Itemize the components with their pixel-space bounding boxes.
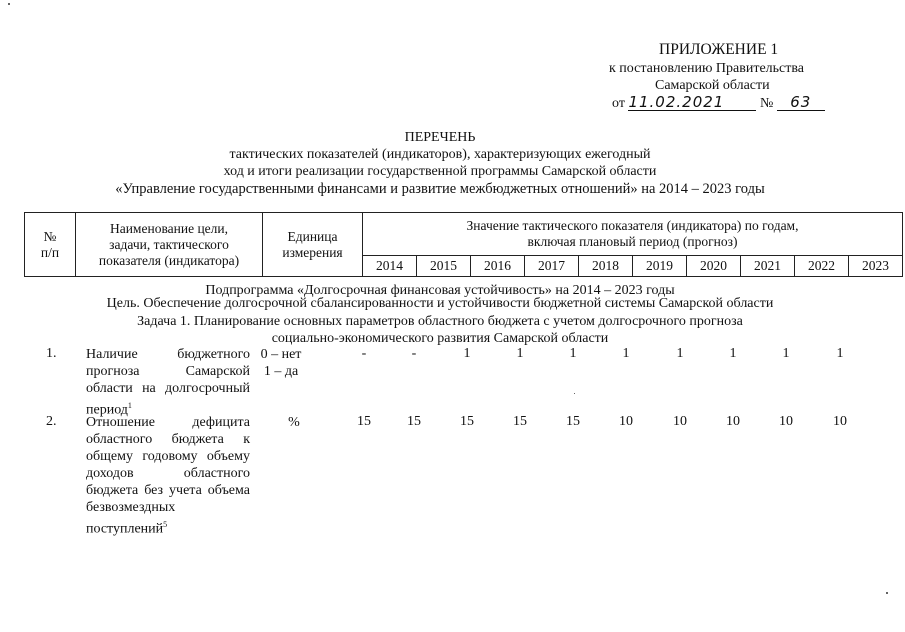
header-num: № п/п: [25, 213, 76, 277]
task-heading-line1: Задача 1. Планирование основных параметров областного бюджета с учетом долгосрочного прогноза: [137, 314, 743, 329]
indicator-value: 1: [782, 346, 790, 361]
document-subtitle-1: тактических показателей (индикаторов), характеризующих ежегодный: [229, 147, 651, 162]
appendix-line-resolution: к постановлению Правительства: [609, 61, 805, 76]
header-year: 2023: [849, 256, 903, 277]
scan-speck: [886, 592, 888, 594]
goal-heading: Цель. Обеспечение долгосрочной сбалансированности и устойчивости бюджетной системы Самарской области: [106, 296, 774, 311]
indicator-unit: %: [288, 415, 300, 430]
indicator-unit: 0 – нет 1 – да: [260, 347, 302, 379]
header-year: 2015: [417, 256, 471, 277]
document-subtitle-3: «Управление государственными финансами и развитие межбюджетных отношений» на 2014 – 2023 годы: [115, 181, 765, 197]
number-value: 63: [777, 95, 825, 111]
indicator-value: 15: [513, 414, 527, 429]
header-year: 2016: [471, 256, 525, 277]
appendix-title: ПРИЛОЖЕНИЕ 1: [659, 41, 779, 58]
indicator-value: 15: [357, 414, 371, 429]
header-year: 2014: [363, 256, 417, 277]
indicator-value: 1: [676, 346, 684, 361]
indicator-value: 1: [569, 346, 577, 361]
indicator-value: 1: [516, 346, 524, 361]
scan-speck: [8, 3, 10, 5]
indicator-value: 10: [619, 414, 633, 429]
indicator-value: 15: [566, 414, 580, 429]
header-name: Наименование цели, задачи, тактического показателя (индикатора): [76, 213, 263, 277]
date-prefix: от: [612, 96, 625, 111]
document-subtitle-2: ход и итоги реализации государственной программы Самарской области: [223, 164, 657, 179]
indicator-value: 10: [726, 414, 740, 429]
indicator-value: 1: [622, 346, 630, 361]
appendix-line-region: Самарской области: [655, 78, 770, 93]
indicator-value: 1: [729, 346, 737, 361]
header-values: Значение тактического показателя (индикатора) по годам, включая плановый период (прогноз): [363, 213, 903, 256]
header-year: 2017: [525, 256, 579, 277]
indicator-value: -: [411, 346, 417, 361]
indicators-header-table: [24, 212, 903, 277]
indicator-value: 15: [460, 414, 474, 429]
header-unit: Единица измерения: [263, 213, 363, 277]
indicator-value: 1: [463, 346, 471, 361]
scan-speck: [574, 393, 575, 394]
indicator-value: 10: [673, 414, 687, 429]
indicator-name: Отношение дефицита областного бюджета к общему годовому объему доходов областного бюджета без учета объема безвозмездных поступлений$^5$: [86, 415, 250, 537]
row-number: 2.: [46, 414, 57, 429]
date-value: 11.02.2021: [628, 95, 756, 111]
header-year: 2018: [579, 256, 633, 277]
row-number: 1.: [46, 346, 57, 361]
header-year: 2020: [687, 256, 741, 277]
indicator-value: -: [361, 346, 367, 361]
header-year: 2022: [795, 256, 849, 277]
header-year: 2021: [741, 256, 795, 277]
indicator-value: 10: [779, 414, 793, 429]
indicator-name: Наличие бюджетного прогноза Самарской области на долгосрочный период$^1$: [86, 347, 250, 418]
document-title: ПЕРЕЧЕНЬ: [404, 130, 476, 145]
indicator-value: 1: [836, 346, 844, 361]
task-heading-line2: социально-экономического развития Самарской области: [271, 331, 609, 346]
header-year: 2019: [633, 256, 687, 277]
indicator-value: 10: [833, 414, 847, 429]
appendix-date-number: [612, 95, 825, 112]
number-prefix: №: [759, 96, 774, 111]
subprogram-heading: Подпрограмма «Долгосрочная финансовая устойчивость» на 2014 – 2023 годы: [205, 283, 675, 298]
indicator-value: 15: [407, 414, 421, 429]
